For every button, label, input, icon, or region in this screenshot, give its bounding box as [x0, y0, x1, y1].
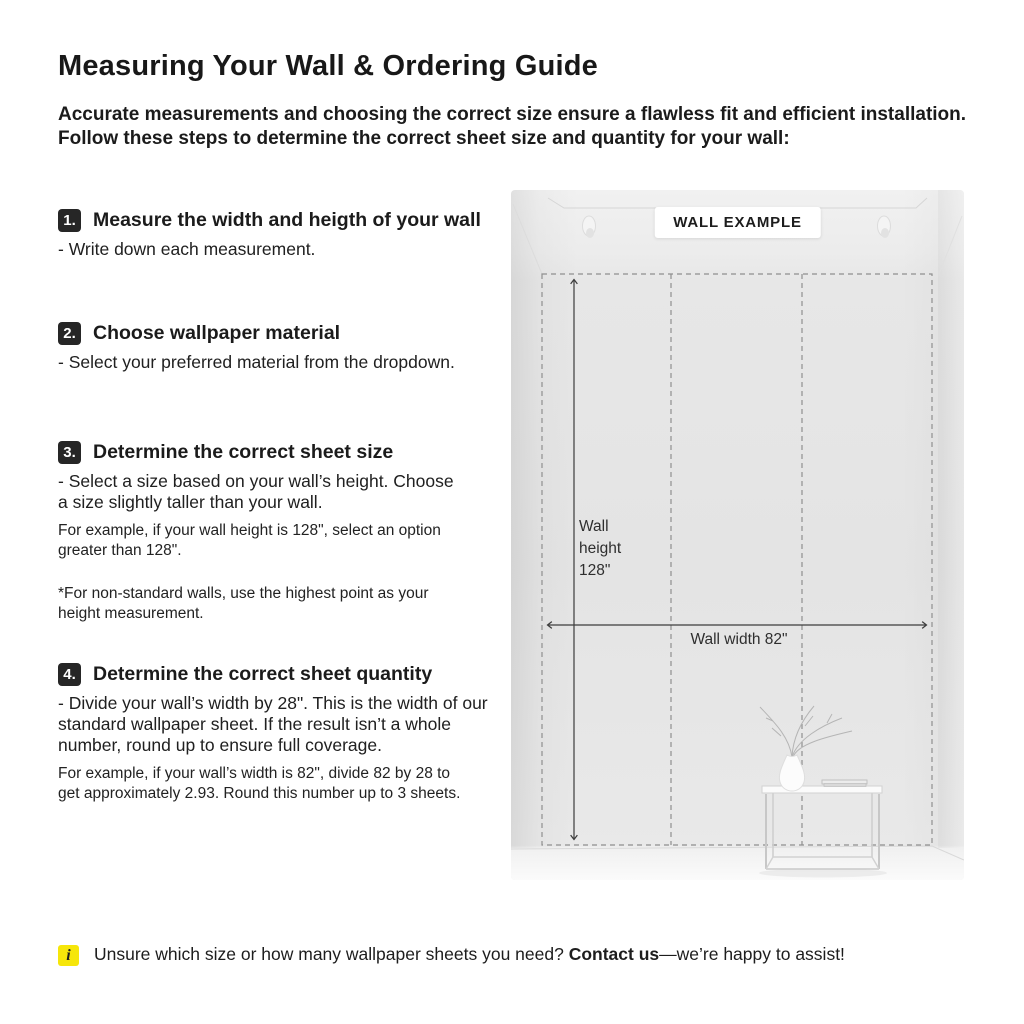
- step-3-example: For example, if your wall height is 128", select an option greater than 128".: [58, 522, 441, 559]
- page-title: Measuring Your Wall & Ordering Guide: [58, 50, 599, 82]
- wall-width-label: Wall width 82": [690, 631, 788, 648]
- wall-height-label-line3: 128": [579, 562, 611, 579]
- vase: [779, 755, 804, 791]
- measurement-arrows: [548, 280, 926, 839]
- wall-diagram-overlay: [511, 190, 964, 880]
- wall-example-label: WALL EXAMPLE: [654, 207, 821, 238]
- floor-junction-line: [511, 846, 964, 860]
- step-1-number-badge: 1.: [58, 209, 81, 232]
- step-1-title: Measure the width and heigth of your wall: [93, 209, 481, 231]
- wall-example-photo: [511, 190, 964, 880]
- books-on-table: [822, 780, 867, 787]
- step-3-heading-row: [58, 441, 528, 464]
- wall-height-label-line1: Wall: [579, 518, 609, 535]
- step-3-title: Determine the correct sheet size: [93, 441, 394, 463]
- footer-text-before: Unsure which size or how many wallpaper sheets you need?: [94, 944, 569, 964]
- intro-text: [58, 103, 993, 151]
- step-3-body: - Select a size based on your wall’s height. Choose a size slightly taller than your wall.: [58, 471, 454, 512]
- info-icon: i: [58, 945, 79, 966]
- sheet-outline-dashed: [542, 274, 932, 845]
- step-2-heading-row: [58, 322, 528, 345]
- step-2-number-badge: 2.: [58, 322, 81, 345]
- contact-us-link[interactable]: Contact us: [568, 944, 660, 964]
- step-2-body: - Select your preferred material from the dropdown.: [58, 352, 455, 372]
- step-2-title: Choose wallpaper material: [93, 322, 341, 344]
- step-4-number-badge: 4.: [58, 663, 81, 686]
- step-4-title: Determine the correct sheet quantity: [93, 663, 433, 685]
- step-4-body: - Divide your wall’s width by 28". This is the width of our standard wallpaper sheet. If the result isn’t a whole number, round up to ensure full coverage.: [58, 693, 488, 755]
- vase-branches: [760, 706, 852, 757]
- step-4-heading-row: [58, 663, 528, 686]
- step-1-body: - Write down each measurement.: [58, 239, 316, 259]
- step-3-note: *For non-standard walls, use the highest point as your height measurement.: [58, 585, 429, 622]
- footer-text-after: —we’re happy to assist!: [659, 944, 845, 964]
- intro-line-2: Follow these steps to determine the correct sheet size and quantity for your wall:: [58, 128, 790, 149]
- step-1-heading-row: [58, 209, 528, 232]
- step-4-example: For example, if your wall’s width is 82", divide 82 by 28 to get approximately 2.93. Round this number up to 3 sheets.: [58, 765, 461, 802]
- wall-height-label-line2: height: [579, 540, 622, 557]
- step-3-number-badge: 3.: [58, 441, 81, 464]
- step-4: [58, 663, 528, 804]
- footer-text: [94, 944, 845, 965]
- step-2: [58, 322, 528, 373]
- intro-line-1: Accurate measurements and choosing the correct size ensure a flawless fit and efficient installation.: [58, 104, 967, 125]
- footer-note: [58, 944, 958, 966]
- step-1: [58, 209, 528, 260]
- side-table-illustration: [759, 706, 887, 878]
- step-3: [58, 441, 528, 624]
